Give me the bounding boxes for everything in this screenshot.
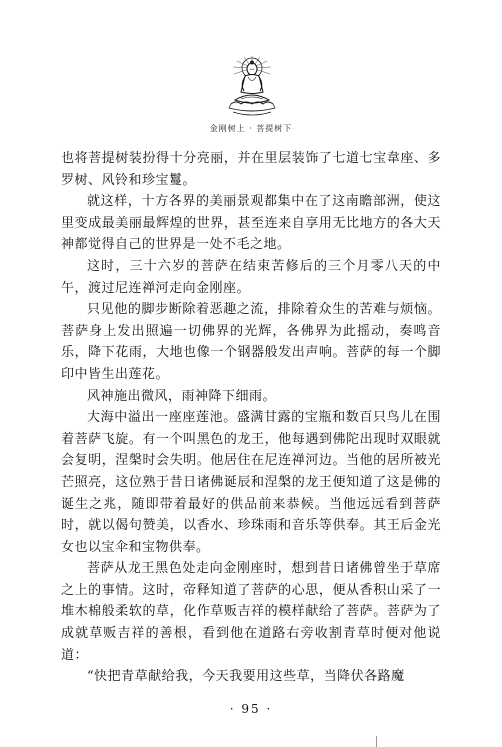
paragraph: 风神施出微风，雨神降下细雨。 [87,388,277,404]
paragraph: 只见他的脚步断除着恶趣之流，排除着众生的苦难与烦恼。菩萨身上发出照遍一切佛界的光辉，各佛界为此摇动，奏鸣音乐，降下花雨，大地也像一个钢器般发出声响。菩萨的每一个脚印中皆生出莲花。 [61,302,441,382]
paragraph: 菩萨从龙王黑色处走向金刚座时，想到昔日诸佛曾坐于草席之上的事情。这时，帝释知道了菩萨的心思，便从香积山采了一堆木棉般柔软的草，化作草贩吉祥的模样献给了菩萨。菩萨为了成就草贩吉祥的善根，看到他在道路右旁收割青草时便对他说道： [61,561,441,663]
seated-buddha-icon [221,54,283,120]
page-number: · 95 · [229,702,273,716]
body-text [61,148,441,688]
paragraph: 大海中溢出一座座莲池。盛满甘露的宝瓶和数百只鸟儿在围着菩萨飞旋。有一个叫黑色的龙王，他每遇到佛陀出现时双眼就会复明，涅槃时会失明。他居住在尼连禅河边。当他的居所被光芒照亮，这位熟于昔日诸佛诞辰和涅槃的龙王便知道了这是佛的诞生之兆，随即带着最好的供品前来恭候。当他远远看到菩萨时，就以偈句赞美，以香水、珍珠雨和音乐等供奉。其王后金光女也以宝伞和宝物供奉。 [61,410,441,555]
paragraph: 也将菩提树装扮得十分亮丽，并在里层装饰了七道七宝韋座、多罗树、风铃和珍宝鬘。 [61,151,441,188]
paragraph: 就这样，十方各界的美丽景观都集中在了这南瞻部洲，使这里变成最美丽最辉煌的世界，甚至连来自享用无比地方的各大天神都觉得自己的世界是一处不毛之地。 [61,194,441,253]
paragraph: 这时，三十六岁的菩萨在结束苦修后的三个月零八天的中午，渡过尼连禅河走向金刚座。 [61,258,441,296]
binding-mark [376,736,377,747]
paragraph: “快把青草献给我，今天我要用这些草，当降伏各路魔 [87,669,405,685]
running-header: 金刚树上 · 菩提树下 [209,124,293,133]
